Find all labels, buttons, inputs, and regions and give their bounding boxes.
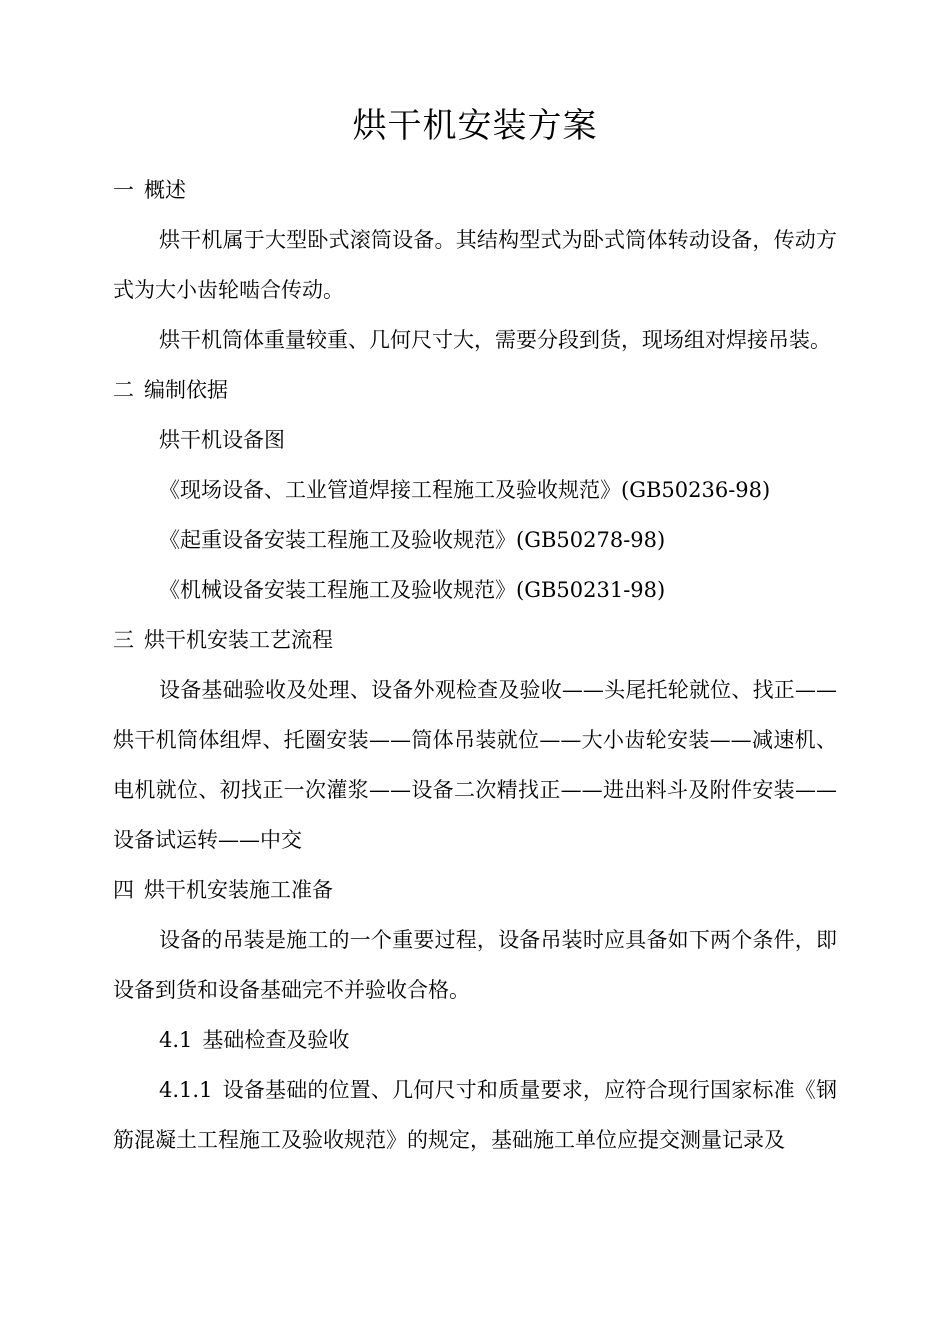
subsection-4-1-1-text: 设备基础的位置、几何尺寸和质量要求，应符合现行国家标准《钢筋混凝土工程施工及验收规范》的规定，基础施工单位应提交测量记录及	[113, 1078, 837, 1152]
section-1-heading	[113, 165, 837, 215]
subsection-4-1-heading	[113, 1015, 837, 1065]
section-1-title: 概述	[144, 178, 186, 202]
reference-item-4: 《机械设备安装工程施工及验收规范》(GB50231-98)	[159, 578, 666, 602]
subsection-4-1-1-number: 4.1.1	[159, 1078, 213, 1102]
section-3-heading	[113, 615, 837, 665]
section-4-heading	[113, 865, 837, 915]
reference-item-3: 《起重设备安装工程施工及验收规范》(GB50278-98)	[159, 528, 666, 552]
section-4-title: 烘干机安装施工准备	[144, 878, 333, 902]
section-2-number: 二	[113, 378, 134, 402]
section-4-number: 四	[113, 878, 134, 902]
document-title: 烘干机安装方案	[352, 106, 598, 146]
section-3-paragraph-1: 设备基础验收及处理、设备外观检查及验收——头尾托轮就位、找正——烘干机筒体组焊、托圈安装——筒体吊装就位——大小齿轮安装——减速机、电机就位、初找正一次灌浆——设备二次精找正——进出料斗及附件安装——设备试运转——中交	[113, 678, 837, 852]
section-1-number: 一	[113, 178, 134, 202]
subsection-4-1-number: 4.1	[159, 1028, 193, 1052]
reference-item-1: 烘干机设备图	[159, 428, 285, 452]
section-4-paragraph-1: 设备的吊装是施工的一个重要过程，设备吊装时应具备如下两个条件，即设备到货和设备基础完不并验收合格。	[113, 928, 837, 1002]
section-2-title: 编制依据	[144, 378, 228, 402]
section-3-number: 三	[113, 628, 134, 652]
subsection-4-1-1-paragraph	[113, 1065, 837, 1165]
section-2-heading	[113, 365, 837, 415]
document-body	[113, 165, 837, 1165]
subsection-4-1-title: 基础检查及验收	[202, 1028, 350, 1052]
section-3-title: 烘干机安装工艺流程	[144, 628, 333, 652]
section-1-paragraph-1: 烘干机属于大型卧式滚筒设备。其结构型式为卧式筒体转动设备，传动方式为大小齿轮啮合传动。	[113, 228, 837, 302]
reference-item-2: 《现场设备、工业管道焊接工程施工及验收规范》(GB50236-98)	[159, 478, 771, 502]
section-1-paragraph-2: 烘干机筒体重量较重、几何尺寸大，需要分段到货，现场组对焊接吊装。	[159, 328, 831, 352]
